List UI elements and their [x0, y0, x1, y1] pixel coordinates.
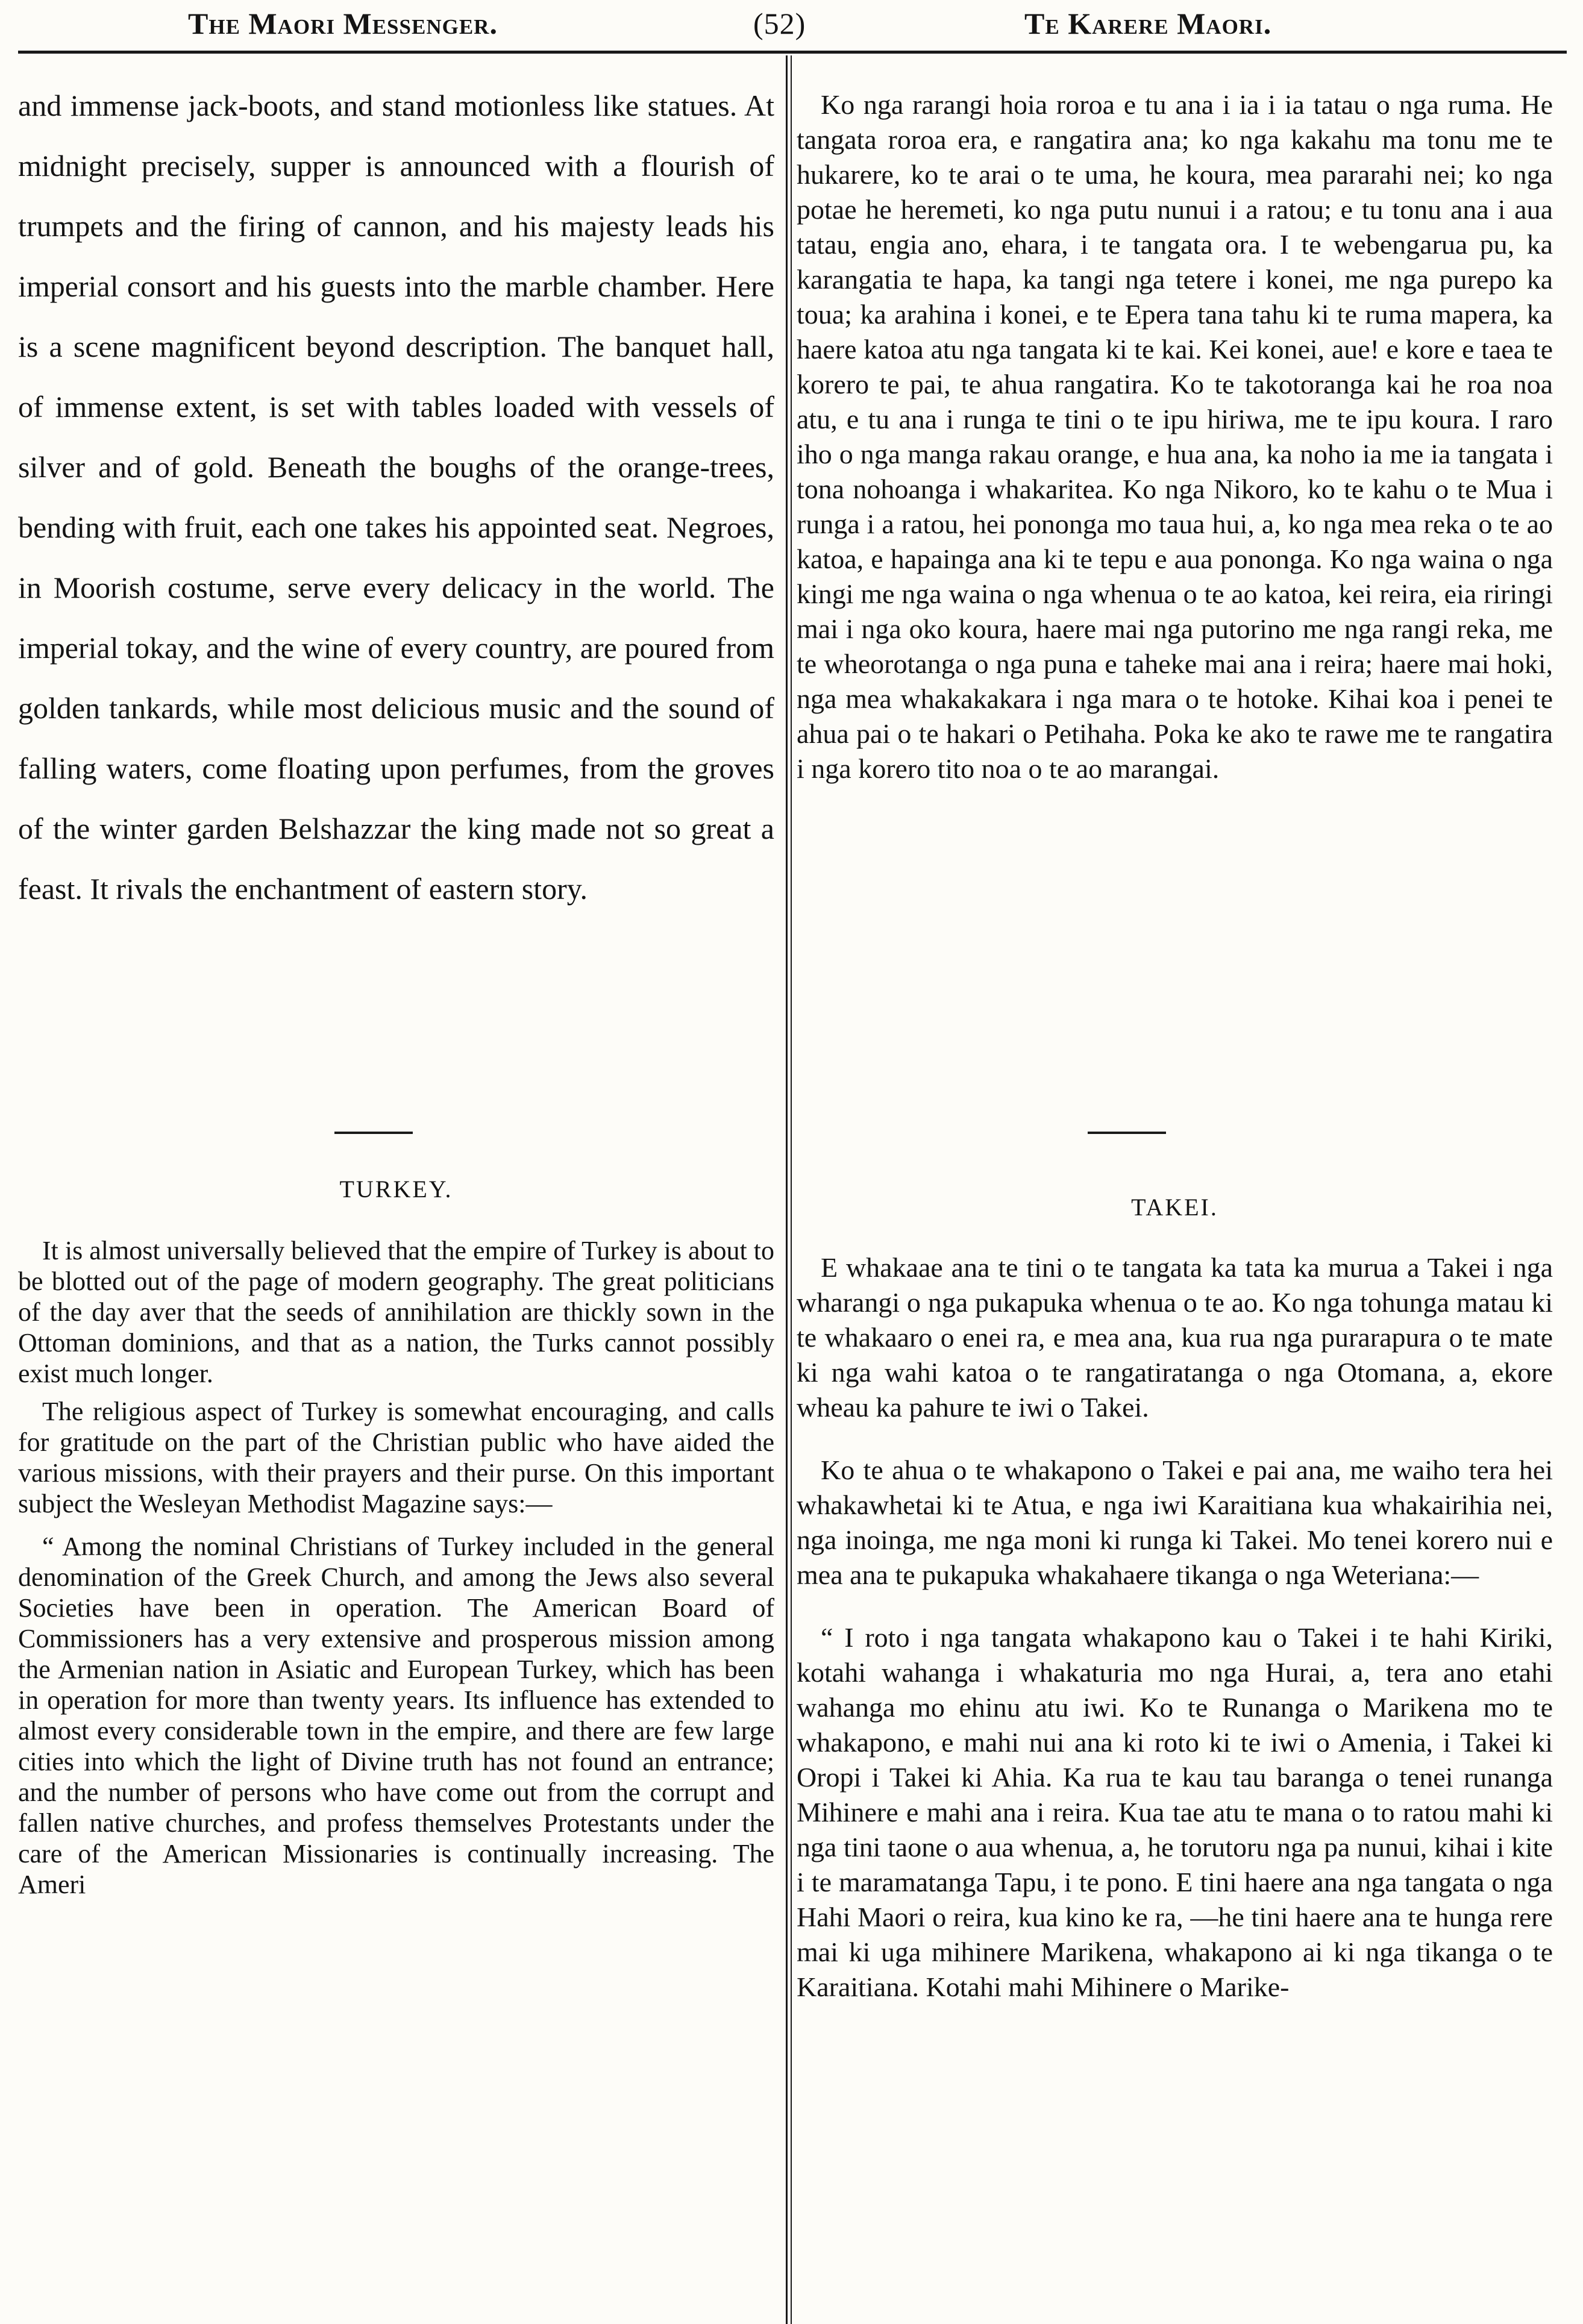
takei-paragraph-2: Ko te ahua o te whakapono o Takei e pai ana, me waiho tera hei whakawhetai ki te Atua, e nga iwi Karaitiana kua whakairihia nei, nga inoinga, me nga moni ki runga ki Takei. Mo tenei korero nui e mea ana te pukapuka whakahaere tikanga o nga Weteriana:—: [797, 1455, 1553, 1590]
takei-paragraph-1: E whakaae ana te tini o te tangata ka tata ka murua a Takei i nga wharangi o nga pukapuka whenua o te ao. Ko nga tohunga matau ki te whakaaro o enei ra, e mea ana, kua rua nga purarapura o te mate ki nga wahi katoa o te rangatiratanga o nga Otomana, a, ekore wheau ka pahure te iwi o Takei.: [797, 1252, 1553, 1423]
turkey-paragraph-1: It is almost universally believed that the empire of Turkey is about to be blotted out of the page of modern geography. The great politicians of the day aver that the seeds of annihilation are thickly sown in the Ottoman dominions, and that as a nation, the Turks cannot possibly exist much longer.: [18, 1236, 774, 1388]
column-divider: [786, 55, 788, 2324]
turkey-section: [18, 1235, 774, 1900]
column-divider-inner: [791, 55, 792, 2324]
page-number: (52): [753, 7, 806, 40]
hakari-paragraph: Ko nga rarangi hoia roroa e tu ana i ia i ia tatau o nga ruma. He tangata roroa era, e rangatira ana; ko nga kakahu ma tonu me te hukarere, ko te arai o te uma, he koura, mea pararahi nei; ko nga potae he heremeti, ko nga putu nunui i a ratou; e tu tonu ana i aua tatau, engia ano, ehara, i te tangata ora. I te webengarua pu, ka karangatia te hapa, ka tangi nga tetere i konei, me nga purepo ka toua; ka arahina i konei, e te Epera tana tahu ki te ruma mapera, ka haere katoa atu nga tangata ki te kai. Kei konei, aue! e kore e taea te korero te pai, te ahua rangatira. Ko te takotoranga kai he roa noa atu, e tu ana i runga te tini o te ipu hiriwa, me te ipu koura. I raro iho o nga manga rakau orange, e hua ana, ka noho ia me ia tangata i tona nohoanga i whakaritea. Ko nga Nikoro, ko te kahu o te Mua i runga i a ratou, hei pononga mo taua hui, a, ko nga mea reka o te ao katoa, e hapainga ana ki te tepu e aua pononga. Ko nga waina o nga kingi me nga waina o nga whenua o te ao katoa, kei reira, eia riringi mai i nga oko koura, haere mai nga putorino me nga rangi reka, me te wheorotanga o nga puna e taheke mai ana i reira; haere mai hoki, nga mea whakakakara i nga mara o te hotoke. Kihai koa i penei te ahua pai o te hakari o Petihaha. Poka ke ako te rawe me te rangatira i nga korero tito noa o te ao marangai.: [797, 89, 1553, 784]
turkey-heading: TURKEY.: [339, 1176, 453, 1203]
section-rule-left: [334, 1132, 413, 1134]
takei-heading: TAKEI.: [1131, 1194, 1218, 1221]
takei-quote: “ I roto i nga tangata whakapono kau o Takei i te hahi Kiriki, kotahi wahanga i whakaturia mo nga Hurai, a, tera ano etahi wahanga mo ehinu atu iwi. Ko te Runanga o Marikena mo te whakapono, e mahi nui ana ki roto ki te iwi o Amenia, i Takei ki Oropi i Takei ki Ahia. Ka rua te kau tau baranga o tenei runanga Mihinere e mahi ana i reira. Kua tae atu te mana o to ratou mahi ki nga tini taone o aua whenua, a, he torutoru nga pa nunui, kihai i kite i te maramatanga Tapu, i te pono. E tini haere ana nga tangata o nga Hahi Maori o reira, kua kino ke ra, —he tini haere ana te hunga rere mai ki uga mihinere Marikena, whakapono ai ki nga tikanga o te Karaitiana. Kotahi mahi Mihinere o Marike-: [797, 1622, 1553, 2002]
banquet-paragraph: and immense jack-boots, and stand motionless like statues. At midnight precisely, supper is announced with a flourish of trumpets and the firing of cannon, and his majesty leads his imperial consort and his guests into the marble chamber. Here is a scene magnificent beyond description. The banquet hall, of immense extent, is set with tables loaded with vessels of silver and of gold. Beneath the boughs of the orange-trees, bending with fruit, each one takes his appointed seat. Negroes, in Moorish costume, serve every delicacy in the world. The imperial tokay, and the wine of every country, are poured from golden tankards, while most delicious music and the sound of falling waters, come floating upon perfumes, from the groves of the winter garden Belshazzar the king made not so great a feast. It rivals the enchantment of eastern story.: [18, 89, 774, 906]
page-header: [0, 0, 1583, 55]
maori-column: [797, 87, 1553, 786]
section-rule-right: [1088, 1132, 1166, 1134]
header-rule: [18, 51, 1567, 54]
header-english-title: The Maori Messenger.: [188, 7, 498, 40]
header-maori-title: Te Karere Maori.: [1024, 7, 1272, 40]
takei-section: [797, 1250, 1553, 2005]
turkey-paragraph-2: The religious aspect of Turkey is somewhat encouraging, and calls for gratitude on the part of the Christian public who have aided the various missions, with their prayers and their purse. On this important subject the Wesleyan Methodist Magazine says:—: [18, 1397, 774, 1518]
turkey-quote: “ Among the nominal Christians of Turkey included in the general denomination of the Greek Church, and among the Jews also several Societies have been in operation. The American Board of Commissioners has a very extensive and prosperous mission among the Armenian nation in Asiatic and European Turkey, which has been in operation for more than twenty years. Its influence has extended to almost every considerable town in the empire, and there are few large cities into which the light of Divine truth has not found an entrance; and the number of persons who have come out from the corrupt and fallen native churches, and profess themselves Protestants under the care of the American Missionaries is continually increasing. The Ameri: [18, 1532, 774, 1899]
